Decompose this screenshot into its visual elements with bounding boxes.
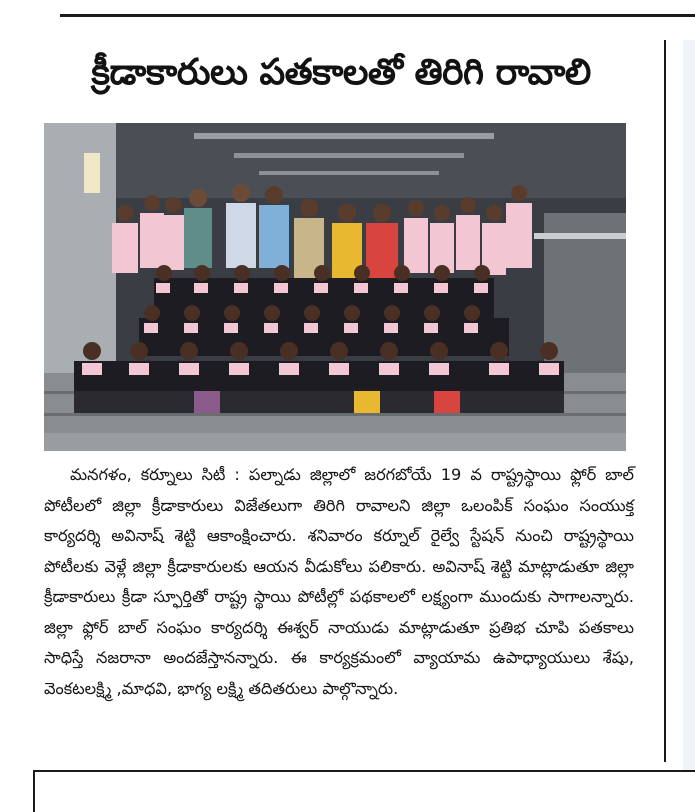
column-divider: [664, 40, 666, 762]
team-group-photo: [44, 123, 626, 451]
top-rule: [60, 14, 695, 17]
article-body: మనగళం, కర్నూలు సిటీ : పల్నాడు జిల్లాలో జరగబోయే 19 వ రాష్ట్రస్థాయి ఫ్లోర్ బాల్ పోటీలలో జిల్లా క్రీడాకారులు విజేతలుగా తిరిగి రావాలని జిల్లా ఒలంపిక్ సంఘం సంయుక్త కార్యదర్శి అవినాష్ శెట్టి ఆకాంక్షించారు. శనివారం కర్నూల్ రైల్వే స్టేషన్ నుంచి రాష్ట్రస్థాయి పోటీలకు వెళ్లే జిల్లా క్రీడాకారులకు ఆయన వీడుకోలు పలికారు. అవినాష్ శెట్టి మాట్లాడుతూ జిల్లా క్రీడాకారులు క్రీడా స్ఫూర్తితో రాష్ట్ర స్థాయి పోటీల్లో పథకాలలో లక్ష్యంగా ముందుకు సాగాలన్నారు. జిల్లా ఫ్లోర్ బాల్ సంఘం కార్యదర్శి ఈశ్వర్ నాయుడు మాట్లాడుతూ ప్రతిభ చూపి పతకాలు సాధిస్తే నజరానా అందజేస్తానన్నారు. ఈ కార్యక్రమంలో వ్యాయామ ఉపాధ్యాయులు శేషు, వెంకటలక్ష్మి ,మాధవి, భాగ్య లక్ష్మి తదితరులు పాల్గొన్నారు.: [44, 465, 634, 698]
adjacent-column-edge: [683, 40, 695, 770]
photo-illustration: [44, 123, 626, 451]
article-headline: క్రీడాకారులు పతకాలతో తిరిగి రావాలి: [91, 52, 591, 93]
next-article-box: [33, 770, 695, 812]
